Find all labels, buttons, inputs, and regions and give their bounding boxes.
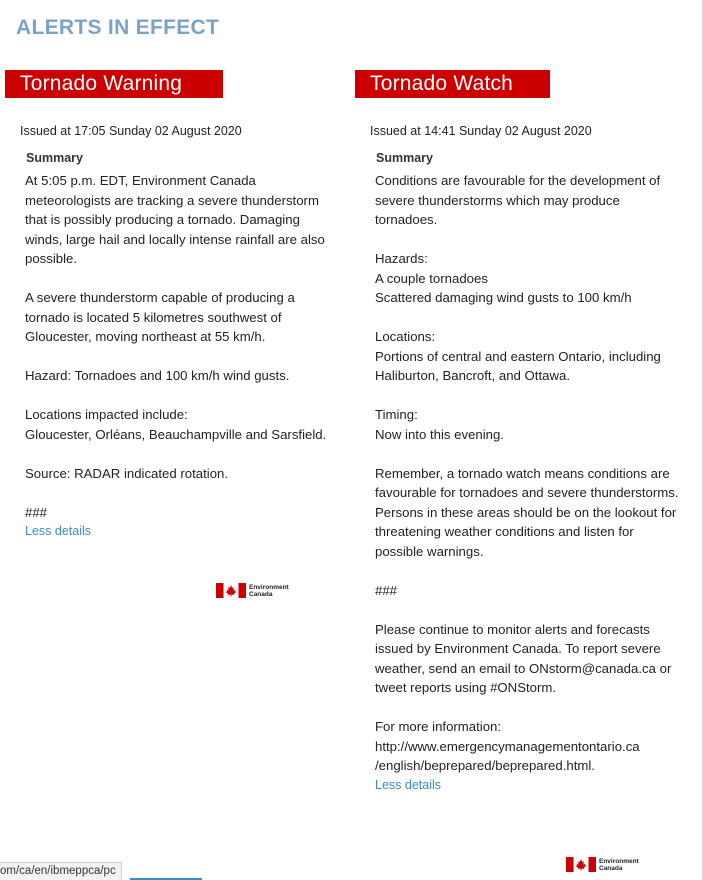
alert-body: Conditions are favourable for the development of severe thunderstorms which may produce tornadoes. Hazards: A couple tornadoes Scattered damaging wind gusts to 100 km/h Locations: Portions of central and eastern Ontario, including Haliburton, Bancroft, and Ottawa. Timing: Now into this evening. Remember, a tornado watch means conditions are favourable for tornadoes and severe thunderstorms. Persons in these areas should be on the lookout for threatening weather conditions and listen for possible warnings. ### Please continue to monitor alerts and forecasts issued by Environment Canada. To report severe weather, send an email to ONstorm@canada.ca or tweet reports using #ONStorm. For more information: http://www.emergencymanagementontario.ca /english/beprepared/beprepared.html. <box>375 173 679 773</box>
page-title: ALERTS IN EFFECT <box>16 16 220 39</box>
issued-timestamp: Issued at 17:05 Sunday 02 August 2020 <box>20 124 242 138</box>
canada-flag-icon <box>216 583 246 598</box>
environment-canada-logo <box>566 857 639 872</box>
canada-flag-icon <box>566 857 596 872</box>
status-bar-url: om/ca/en/ibmeppca/pc <box>0 862 122 880</box>
alert-banner: Tornado Warning <box>5 70 223 98</box>
environment-canada-logo <box>216 583 289 598</box>
alert-banner: Tornado Watch <box>355 70 550 98</box>
less-details-link[interactable]: Less details <box>25 524 92 538</box>
summary-heading: Summary <box>376 151 433 165</box>
alert-body: At 5:05 p.m. EDT, Environment Canada meteorologists are tracking a severe thunderstorm that is possibly producing a tornado. Damaging winds, large hail and locally intense rainfall are also possible. A severe thunderstorm capable of producing a tornado is located 5 kilometres southwest of Gloucester, moving northeast at 55 km/h. Hazard: Tornadoes and 100 km/h wind gusts. Locations impacted include: Gloucester, Orléans, Beauchampville and Sarsfield. Source: RADAR indicated rotation. ### <box>25 173 327 520</box>
summary-heading: Summary <box>26 151 83 165</box>
logo-line-1: Environment <box>599 857 639 865</box>
logo-line-2: Canada <box>249 590 273 598</box>
alert-tornado-warning <box>5 70 335 540</box>
issued-timestamp: Issued at 14:41 Sunday 02 August 2020 <box>370 124 592 138</box>
alert-tornado-watch <box>355 70 685 794</box>
less-details-link[interactable]: Less details <box>375 777 442 792</box>
logo-line-2: Canada <box>599 864 623 872</box>
logo-line-1: Environment <box>249 583 289 591</box>
